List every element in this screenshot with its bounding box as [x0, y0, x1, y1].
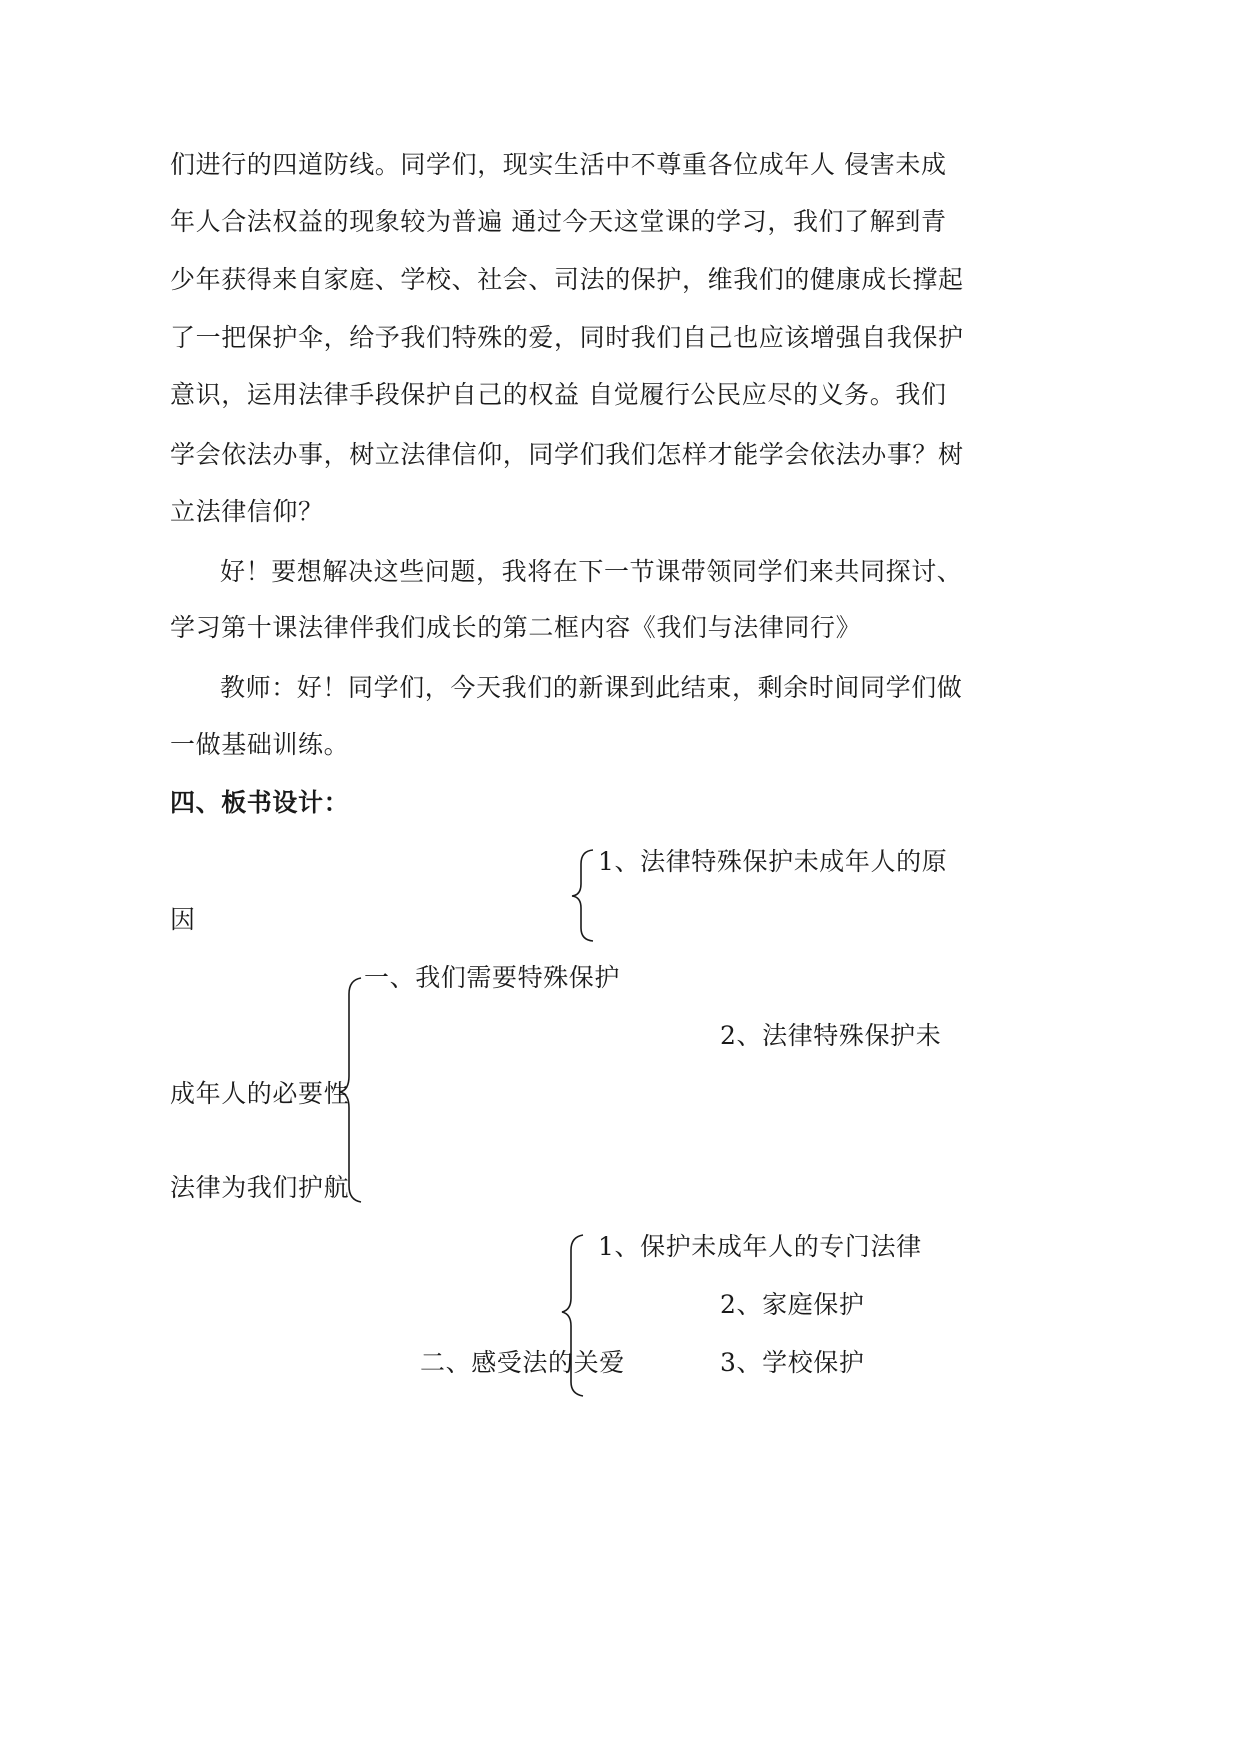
body-line: 学会依法办事，树立法律信仰，同学们我们怎样才能学会依法办事？树	[170, 440, 964, 469]
diagram-item-reason: 1、法律特殊保护未成年人的原	[598, 847, 948, 876]
diagram-item-law: 1、保护未成年人的专门法律	[598, 1232, 922, 1261]
diagram-section-1: 一、我们需要特殊保护	[364, 963, 621, 992]
body-line: 年人合法权益的现象较为普遍 通过今天这堂课的学习，我们了解到青	[170, 207, 947, 236]
body-line: 一做基础训练。	[170, 730, 350, 759]
body-line: 好！要想解决这些问题，我将在下一节课带领同学们来共同探讨、	[220, 557, 963, 586]
diagram-item-family: 2、家庭保护	[720, 1290, 865, 1319]
diagram-item-necessity-tail: 成年人的必要性	[170, 1079, 350, 1108]
body-line: 立法律信仰？	[170, 497, 324, 526]
diagram-item-necessity: 2、法律特殊保护未	[720, 1021, 942, 1050]
brace-reasons	[572, 850, 593, 941]
body-line: 教师：好！同学们，今天我们的新课到此结束，剩余时间同学们做	[220, 673, 963, 702]
diagram-section-2: 二、感受法的关爱	[420, 1348, 625, 1377]
body-line: 少年获得来自家庭、学校、社会、司法的保护，维我们的健康成长撑起	[170, 265, 964, 294]
diagram-root: 法律为我们护航	[170, 1173, 350, 1202]
section-heading: 四、板书设计：	[170, 788, 350, 817]
body-line: 们进行的四道防线。同学们，现实生活中不尊重各位成年人 侵害未成	[170, 150, 947, 179]
body-line: 意识，运用法律手段保护自己的权益 自觉履行公民应尽的义务。我们	[170, 380, 947, 409]
diagram-item-reason-tail: 因	[170, 905, 196, 934]
diagram-item-school: 3、学校保护	[720, 1348, 865, 1377]
body-line: 学习第十课法律伴我们成长的第二框内容《我们与法律同行》	[170, 613, 862, 642]
body-line: 了一把保护伞，给予我们特殊的爱，同时我们自己也应该增强自我保护	[170, 323, 964, 352]
